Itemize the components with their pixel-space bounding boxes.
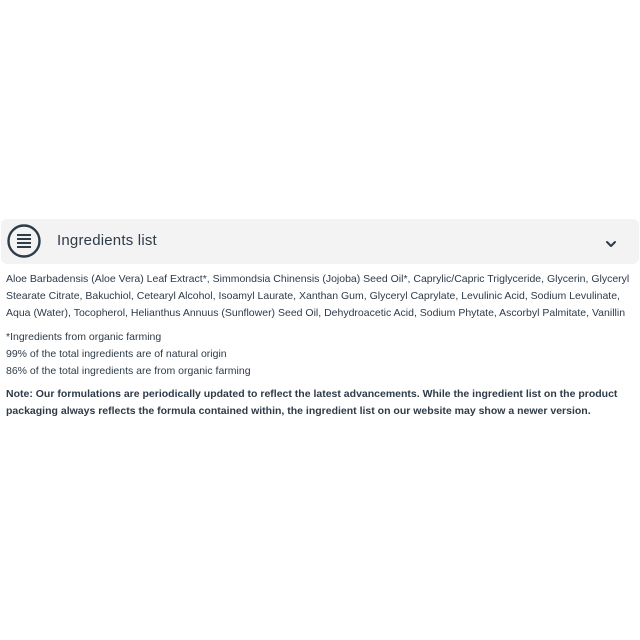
list-icon: [7, 224, 41, 258]
natural-origin-note: 99% of the total ingredients are of natural origin: [6, 348, 227, 360]
ingredients-accordion-header[interactable]: [1, 219, 639, 264]
chevron-down-icon[interactable]: [605, 236, 617, 246]
organic-marker-note: *Ingredients from organic farming: [6, 331, 162, 343]
ingredient-notes: [6, 329, 630, 380]
accordion-title: Ingredients list: [57, 232, 157, 249]
formulation-disclaimer: Note: Our formulations are periodically updated to reflect the latest advancements. While the ingredient list on the product packaging always reflects the formula contained within, the ingredient list on our website may show a newer version.: [6, 388, 618, 417]
accordion-content: [6, 271, 630, 420]
organic-share-note: 86% of the total ingredients are from organic farming: [6, 365, 251, 377]
ingredients-text: Aloe Barbadensis (Aloe Vera) Leaf Extract*, Simmondsia Chinensis (Jojoba) Seed Oil*, Caprylic/Capric Triglyceride, Glycerin, Glyceryl Stearate Citrate, Bakuchiol, Cetearyl Alcohol, Isoamyl Laurate, Xanthan Gum, Glyceryl Caprylate, Levulinic Acid, Sodium Levulinate, Aqua (Water), Tocopherol, Helianthus Annuus (Sunflower) Seed Oil, Dehydroacetic Acid, Sodium Phytate, Ascorbyl Palmitate, Vanillin: [6, 273, 630, 319]
